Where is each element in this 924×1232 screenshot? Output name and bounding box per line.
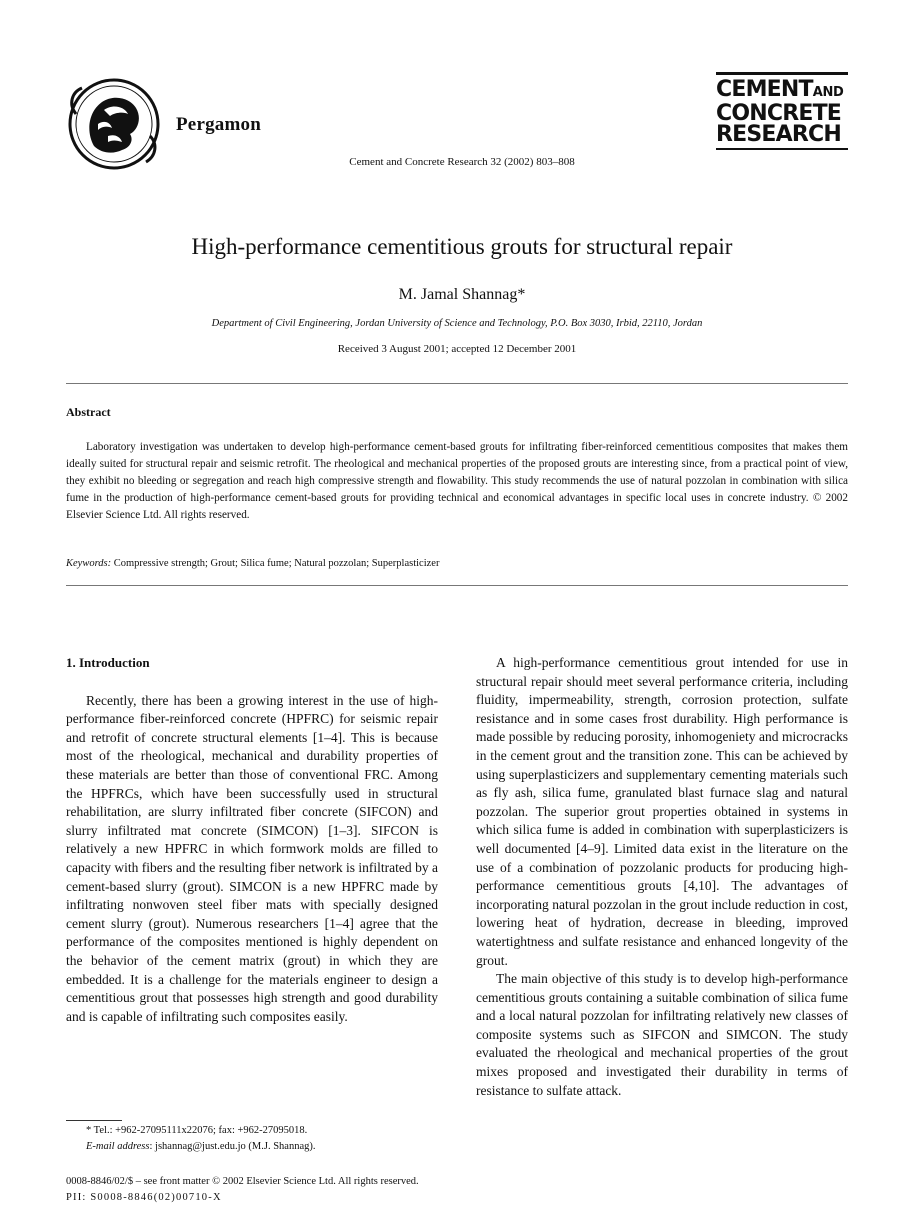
journal-logo xyxy=(716,72,848,150)
divider-bottom xyxy=(66,585,848,586)
journal-logo-line1: CEMENT xyxy=(716,77,813,102)
author-name: M. Jamal Shannag* xyxy=(398,286,526,303)
page-footer xyxy=(66,1174,848,1206)
keywords-list: Compressive strength; Grout; Silica fume; Natural pozzolan; Superplasticizer xyxy=(113,558,440,569)
journal-logo-line2: CONCRETE xyxy=(716,101,842,126)
paragraph: A high-performance cementitious grout intended for use in structural repair should meet several performance criteria, including fluidity, impermeability, strength, corrosion protection, sulfate resistance and in some cases frost durability. High performance is made possible by reducing porosity, inhomogeniety and microcracks in the cement grout and the transition zone. This can be achieved by using superplasticizers and supplementary cementing materials such as fly ash, silica fume, granulated blast furnace slag and natural pozzolan. The superior grout properties obtained in systems in which silica fume is added in combination with superplasticizers is well documented [4–9]. Limited data exist in the literature on the use of a combination of pozzolanic products for producing high-performance cementitious grouts [4,10]. The advantages of incorporating natural pozzolan in the grout include reduction in cost, lowering heat of hydration, decrease in bleeding, improved watertightness and sulfate resistance and enhanced longevity of the grout. xyxy=(476,655,848,968)
keywords-label: Keywords: xyxy=(66,558,112,569)
paragraph: The main objective of this study is to develop high-performance cementitious grouts containing a suitable combination of silica fume and a local natural pozzolan for infiltrating relatively new classes of composite systems such as SIFCON and SIMCON. The study evaluated the rheological and mechanical properties of the grout mixes proposed and investigated their durability in terms of resistance to sulfate attack. xyxy=(476,971,848,1098)
abstract-heading: Abstract xyxy=(66,405,111,419)
footnote-contact: * Tel.: +962-27095111x22076; fax: +962-27095018. xyxy=(86,1125,308,1136)
footnote-email xyxy=(66,1139,438,1155)
abstract-text: Laboratory investigation was undertaken to develop high-performance cement-based grouts for infiltrating fiber-reinforced cementitious composites that makes them ideally suited for structural repair and seismic retrofit. The rheological and mechanical properties of the proposed grouts are interesting since, from a practical point of view, they exhibit no bleeding or segregation and reach high compressive strength and flowability. This study recommends the use of natural pozzolan in combination with silica fume in the production of high-performance cement-based grouts for providing technical and economical advantages in specific local uses in concrete industry. © 2002 Elsevier Science Ltd. All rights reserved. xyxy=(66,441,848,521)
journal-logo-line3: RESEARCH xyxy=(716,122,841,147)
author-affiliation: Department of Civil Engineering, Jordan University of Science and Technology, P.O. Box 3030, Irbid, 22110, Jordan xyxy=(211,318,703,329)
pii-line: PII: S0008-8846(02)00710-X xyxy=(66,1192,222,1203)
email-label: E-mail address xyxy=(86,1141,150,1152)
paragraph: Recently, there has been a growing interest in the use of high-performance fiber-reinforced concrete (HPFRC) for seismic repair and retrofit of concrete structural elements [1–4]. This is because most of the rheological, mechanical and durability properties of these materials are better than those of conventional FRC. Among the HPFRCs, which have been successfully used in structural rehabilitation, are slurry infiltrated fiber concrete (SIFCON) and slurry infiltrated mat concrete (SIMCON) [1–3]. SIFCON is relatively a new HPFRC in which formwork molds are filled to capacity with fibers and the resulting fiber network is infiltrated by a cement-based slurry (grout). SIMCON is a new HPFRC made by infiltrating nonwoven steel fiber mats with specially designed cement slurry (grout). Numerous researchers [1–4] agree that the performance of the composites mentioned is highly dependent on the behavior of the cement matrix (grout) in which they are embedded. It is a challenge for the materials engineer to design a cementitious grout that possesses high strength and good durability and is capable of infiltrating such composites easily. xyxy=(66,692,438,1024)
footnote-divider xyxy=(66,1120,122,1121)
journal-reference: Cement and Concrete Research 32 (2002) 803–808 xyxy=(349,156,575,168)
keywords xyxy=(66,558,848,569)
footnotes xyxy=(66,1123,438,1155)
email-value: : jshannag@just.edu.jo (M.J. Shannag). xyxy=(149,1141,316,1152)
right-column xyxy=(476,654,848,1100)
publisher-name: Pergamon xyxy=(176,114,261,135)
received-dates: Received 3 August 2001; accepted 12 December 2001 xyxy=(337,343,577,355)
article-title: High-performance cementitious grouts for structural repair xyxy=(191,234,733,259)
issn-line: 0008-8846/02/$ – see front matter © 2002 Elsevier Science Ltd. All rights reserved. xyxy=(66,1176,419,1187)
left-column xyxy=(66,654,438,1026)
journal-logo-and: AND xyxy=(812,85,844,100)
section-heading-introduction: 1. Introduction xyxy=(66,655,150,670)
divider-top xyxy=(66,383,848,384)
